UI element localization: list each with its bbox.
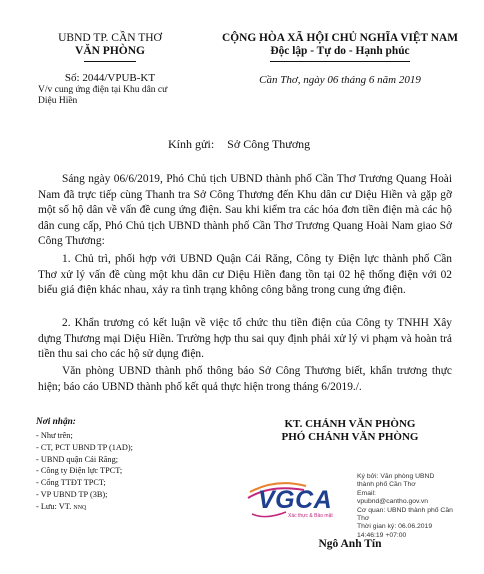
body-paragraph-2 xyxy=(38,364,452,395)
place-date: Cần Thơ, ngày 06 tháng 6 năm 2019 xyxy=(259,74,421,86)
archive-initials: NNQ xyxy=(73,504,87,511)
motto-underline xyxy=(270,61,410,62)
archive-label: - Lưu: VT. xyxy=(36,501,72,511)
cert-line: vpubnd@cantho.gov.vn xyxy=(357,498,429,506)
org-underline xyxy=(84,61,136,62)
vgca-tagline: Xác thực & Bảo mật xyxy=(288,513,333,519)
signer-name: Ngô Anh Tín xyxy=(318,538,382,550)
cert-line: Thơ xyxy=(357,515,370,523)
para1-text: Sáng ngày 06/6/2019, Phó Chủ tịch UBND thành phố Cần Thơ Trương Quang Hoài Nam đã trực tiếp cùng Thanh tra Sở Công Thương đến Khu dân cư Diệu Hiền và gặp gỡ một số hộ dân về vấn đề cung ứng điện. Sau khi kiểm tra các hóa đơn tiền điện mà các hộ dân cung cấp, Phó Chủ tịch UBND thành phố Cần Thơ Trương Quang Hoài Nam giao Sở Công Thương: xyxy=(38,173,452,248)
cert-line: 14:46:19 +07:00 xyxy=(357,531,407,539)
addressee xyxy=(168,137,310,152)
cert-line: Cơ quan: UBND thành phố Cần xyxy=(357,506,453,514)
cert-line: Thời gian ký: 06.06.2019 xyxy=(357,523,433,531)
org-name: VĂN PHÒNG xyxy=(75,45,145,57)
recipients-list xyxy=(36,430,206,515)
body-item-1 xyxy=(38,252,452,299)
subject-line-1: V/v cung ứng điện tại Khu dân cư xyxy=(38,85,168,95)
org-top: UBND TP. CẦN THƠ xyxy=(58,32,162,44)
motto: Độc lập - Tự do - Hạnh phúc xyxy=(270,45,410,57)
body-item-2 xyxy=(38,316,452,363)
para2-text: Văn phòng UBND thành phố thông báo Sở Công Thương biết, khẩn trương thực hiện; báo cáo UBND thành phố kết quả thực hiện trong tháng 6/2019./. xyxy=(38,365,452,393)
addressee-name: Sở Công Thương xyxy=(227,137,311,151)
recipient-item: - Như trên; xyxy=(36,431,73,440)
subject-line-2: Diệu Hiền xyxy=(38,96,78,106)
cert-line: Ký bởi: Văn phòng UBND xyxy=(357,473,435,480)
nation-title: CỘNG HÒA XÃ HỘI CHỦ NGHĨA VIỆT NAM xyxy=(222,32,458,44)
cert-line: Email: xyxy=(357,489,376,497)
signer-role-2: PHÓ CHÁNH VĂN PHÒNG xyxy=(281,431,419,443)
cert-line: thành phố Cần Thơ xyxy=(357,481,416,489)
item1-text: 1. Chủ trì, phối hợp với UBND Quận Cái Răng, Công ty Điện lực thành phố Cần Thơ xử lý vấn đề cùng một khu dân cư Diệu Hiền đang tồn tại 02 hệ thống điện với 02 biểu giá điện khác nhau, xảy ra tình trạng không công bằng trong cung ứng điện. xyxy=(38,253,452,297)
recipient-item: - UBND quận Cái Răng; xyxy=(36,454,119,464)
addressee-label: Kính gửi: xyxy=(168,137,215,151)
recipient-item: - VP UBND TP (3B); xyxy=(36,489,108,499)
doc-number: Số: 2044/VPUB-KT xyxy=(64,72,156,84)
recipient-item: - Công ty Điện lực TPCT; xyxy=(36,466,123,476)
vgca-logo xyxy=(246,480,356,522)
recipient-item xyxy=(36,501,206,515)
body-paragraph-1 xyxy=(38,172,452,250)
recipients-title: Nơi nhận: xyxy=(36,417,76,427)
vgca-logo-text: VGCA xyxy=(258,486,333,514)
recipient-item: - CT, PCT UBND TP (1AD); xyxy=(36,442,133,452)
recipient-item: - Cổng TTĐT TPCT; xyxy=(36,478,106,488)
signer-role-1: KT. CHÁNH VĂN PHÒNG xyxy=(284,418,416,430)
item2-text: 2. Khẩn trương có kết luận về việc tổ chức thu tiền điện của Công ty TNHH Xây dựng Thương mại Diệu Hiền. Trường hợp thu sai quy định phải xử lý vi phạm và hoàn trả tiền thu sai cho các hộ sử dụng điện. xyxy=(38,317,452,361)
signature-certificate xyxy=(357,473,477,540)
